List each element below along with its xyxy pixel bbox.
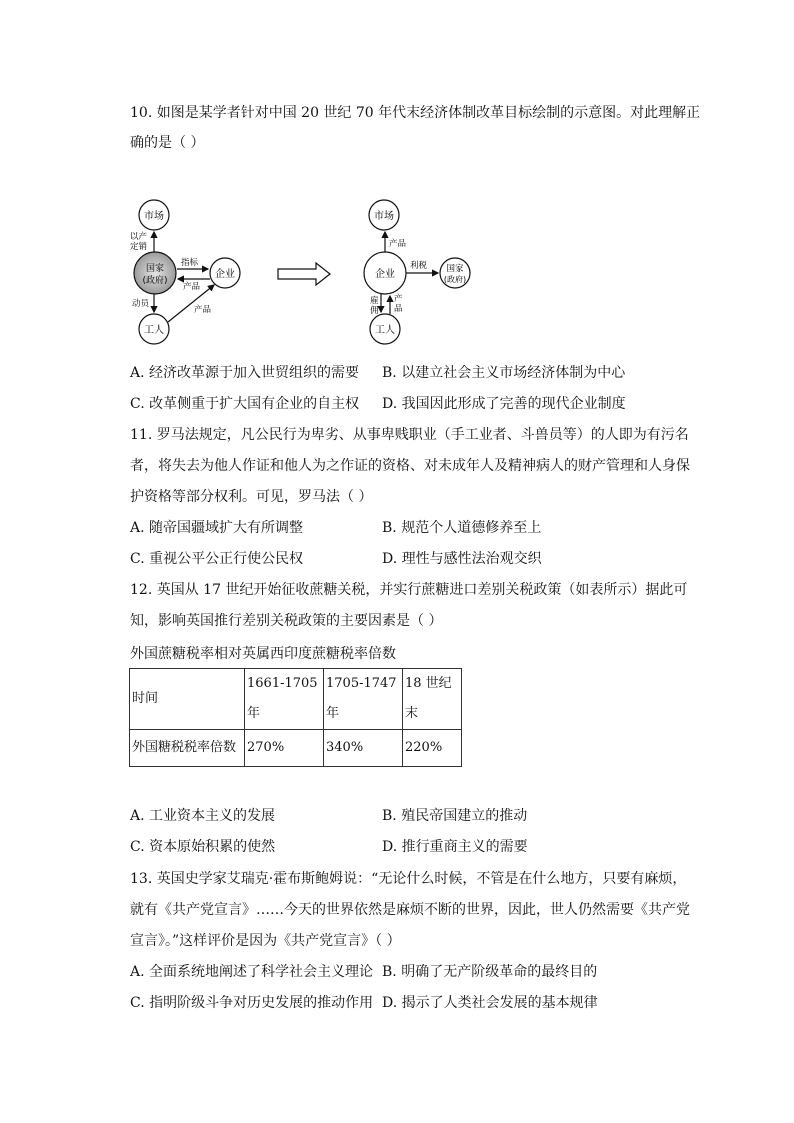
left-label-sell-1: 以产 xyxy=(130,232,148,242)
q11-stem-line1: 11. 罗马法规定，凡公民行为卑劣、从事卑贱职业（手工业者、斗兽员等）的人即为有污名 xyxy=(130,427,689,443)
left-label-product2: 产品 xyxy=(194,305,212,315)
right-state-label-2: (政府) xyxy=(443,275,467,284)
q12-stem-line2: 知，影响英国推行差别关税政策的主要因素是（ ） xyxy=(130,613,443,629)
right-label-product: 产品 xyxy=(389,239,407,249)
table-row xyxy=(130,730,462,767)
q11-option-c[interactable]: C. 重视公平公正行使公民权 xyxy=(130,551,304,567)
table-value-3: 220% xyxy=(403,730,462,767)
economic-reform-diagram xyxy=(126,195,486,355)
left-label-sell-2: 定销 xyxy=(130,242,148,252)
table-period-2 xyxy=(324,669,403,730)
q12-stem-line1: 12. 英国从 17 世纪开始征收蔗糖关税，并实行蔗糖进口差别关税政策（如表所示）据此可 xyxy=(130,582,688,598)
transition-arrow-icon xyxy=(278,263,330,285)
left-state-label-2: (政府) xyxy=(142,276,168,286)
right-label-tax: 利税 xyxy=(410,261,428,271)
period-3-line2: 末 xyxy=(405,706,419,721)
right-diagram xyxy=(364,200,470,344)
period-2-line1: 1705-1747 xyxy=(326,676,397,691)
right-label-hire-2: 佣 xyxy=(370,306,379,316)
table-value-1: 270% xyxy=(245,730,324,767)
left-worker-label: 工人 xyxy=(144,325,164,336)
table-row-label: 外国糖税税率倍数 xyxy=(130,730,245,767)
q10-option-b[interactable]: B. 以建立社会主义市场经济体制为中心 xyxy=(382,365,626,381)
right-worker-label: 工人 xyxy=(375,325,395,336)
q13-option-b[interactable]: B. 明确了无产阶级革命的最终目的 xyxy=(382,964,598,980)
period-1-line1: 1661-1705 xyxy=(247,676,318,691)
right-market-label: 市场 xyxy=(374,211,394,222)
q11-stem-line2: 者，将失去为他人作证和他人为之作证的资格、对未成年人及精神病人的财产管理和人身保 xyxy=(130,458,690,474)
q13-stem-line2: 就有《共产党宣言》……今天的世界依然是麻烦不断的世界，因此，世人仍然需要《共产党 xyxy=(130,902,690,918)
left-diagram xyxy=(130,200,240,344)
q10-option-c[interactable]: C. 改革侧重于扩大国有企业的自主权 xyxy=(130,396,360,412)
table-period-3 xyxy=(403,669,462,730)
q13-option-a[interactable]: A. 全面系统地阐述了科学社会主义理论 xyxy=(130,964,374,980)
left-enterprise-label: 企业 xyxy=(215,269,235,280)
right-state-label-1: 国家 xyxy=(446,264,464,274)
q11-option-a[interactable]: A. 随帝国疆域扩大有所调整 xyxy=(130,520,304,536)
q11-option-d[interactable]: D. 理性与感性法治观交织 xyxy=(382,551,542,567)
q13-option-c[interactable]: C. 指明阶级斗争对历史发展的推动作用 xyxy=(130,995,374,1011)
period-1-line2: 年 xyxy=(247,706,261,721)
q12-option-b[interactable]: B. 殖民帝国建立的推动 xyxy=(382,808,528,824)
left-state-label-1: 国家 xyxy=(145,264,165,274)
q10-stem-line1: 10. 如图是某学者针对中国 20 世纪 70 年代末经济体制改革目标绘制的示意图。对此理解正 xyxy=(130,105,701,121)
table-period-1 xyxy=(245,669,324,730)
q12-tax-table xyxy=(129,668,462,767)
q12-option-a[interactable]: A. 工业资本主义的发展 xyxy=(130,808,276,824)
period-3-line1: 18 世纪 xyxy=(405,676,452,691)
q12-option-c[interactable]: C. 资本原始积累的使然 xyxy=(130,839,276,855)
table-value-2: 340% xyxy=(324,730,403,767)
q13-stem-line3: 宣言》。”这样评价是因为《共产党宣言》（ ） xyxy=(130,933,401,949)
q11-stem-line3: 护资格等部分权利。可见，罗马法（ ） xyxy=(130,489,373,505)
table-row xyxy=(130,669,462,730)
q13-stem-line1: 13. 英国史学家艾瑞克·霍布斯鲍姆说：“无论什么时候，不管是在什么地方，只要有麻烦， xyxy=(130,871,687,887)
left-market-label: 市场 xyxy=(144,211,164,222)
q13-option-d[interactable]: D. 揭示了人类社会发展的基本规律 xyxy=(382,995,598,1011)
q12-option-d[interactable]: D. 推行重商主义的需要 xyxy=(382,839,528,855)
q12-table-caption: 外国蔗糖税率相对英属西印度蔗糖税率倍数 xyxy=(130,646,396,662)
period-2-line2: 年 xyxy=(326,706,340,721)
right-enterprise-label: 企业 xyxy=(375,269,395,280)
q11-option-b[interactable]: B. 规范个人道德修养至上 xyxy=(382,520,542,536)
right-label-product2-2: 品 xyxy=(394,304,403,314)
q10-stem-line2: 确的是（ ） xyxy=(130,135,205,151)
right-label-hire-1: 雇 xyxy=(370,296,379,306)
left-label-quota: 指标 xyxy=(181,258,199,268)
left-label-mobilize: 动员 xyxy=(132,299,150,309)
q10-option-d[interactable]: D. 我国因此形成了完善的现代企业制度 xyxy=(382,396,626,412)
q10-option-a[interactable]: A. 经济改革源于加入世贸组织的需要 xyxy=(130,365,360,381)
right-label-product2-1: 产 xyxy=(394,294,403,304)
table-header-time: 时间 xyxy=(130,669,245,730)
left-label-product1: 产品 xyxy=(183,282,201,292)
